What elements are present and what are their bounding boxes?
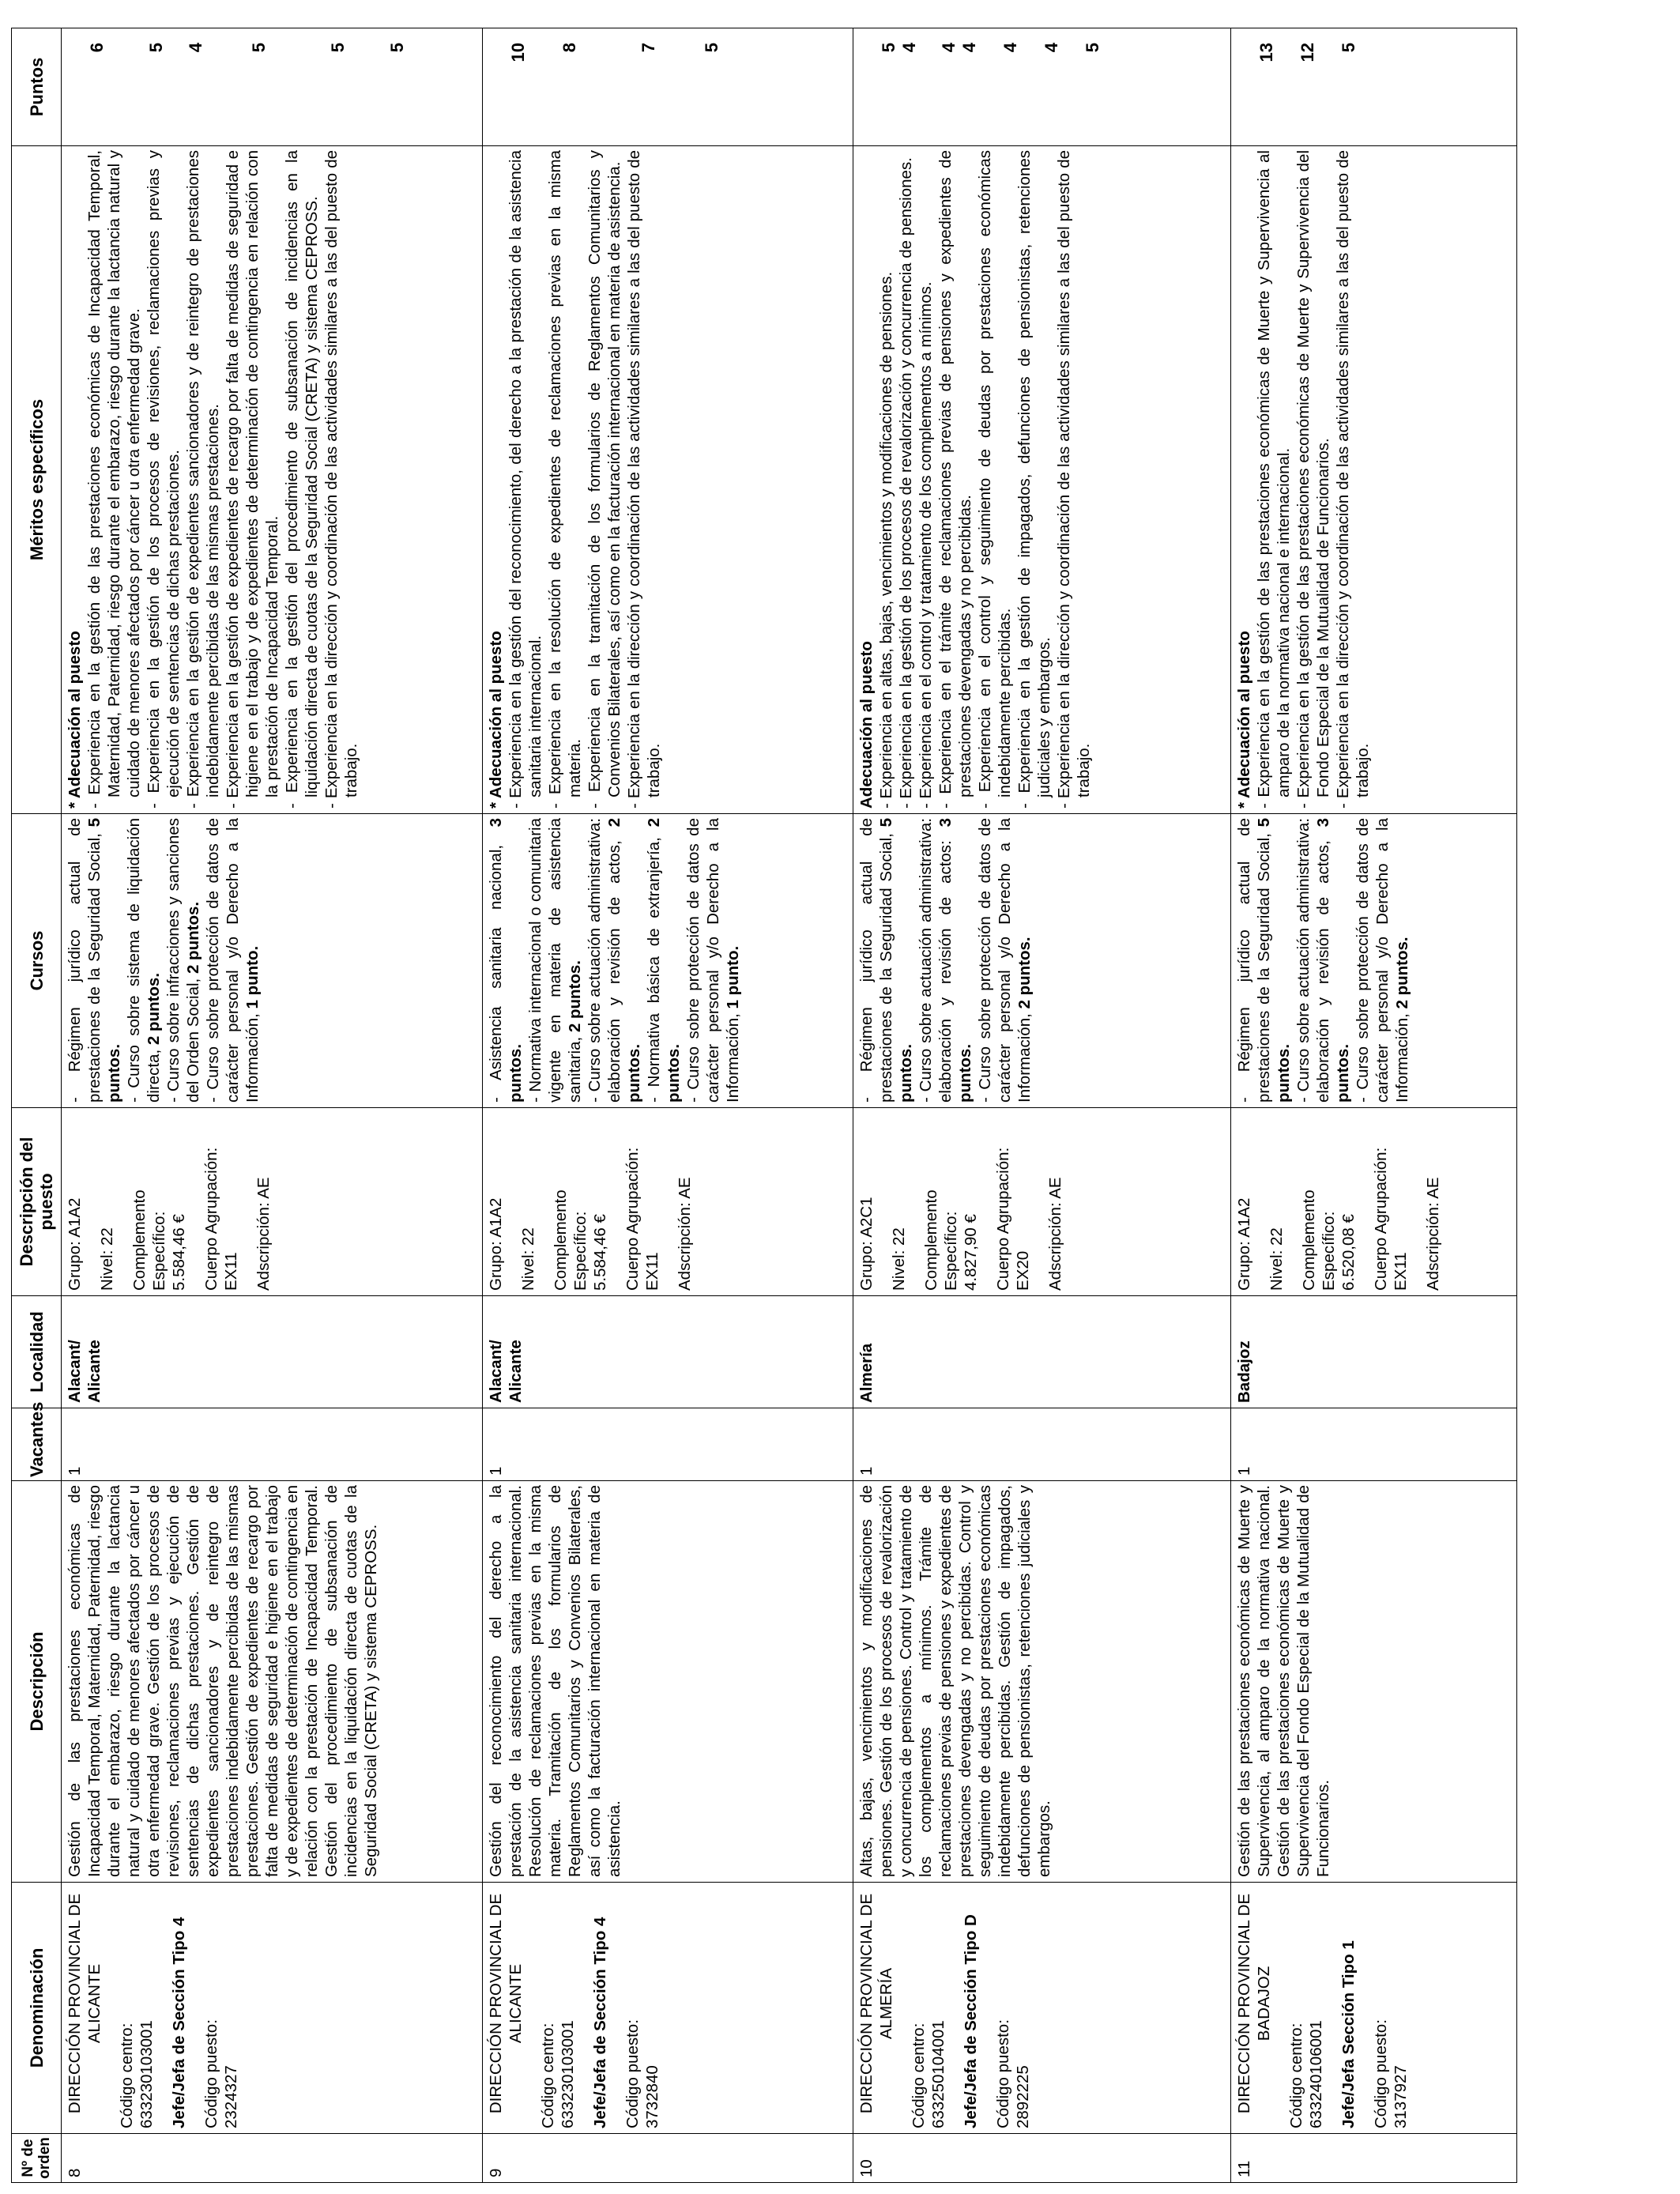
courses-list: [486, 818, 743, 1103]
codigo-centro: 633240106001: [1306, 2020, 1325, 2128]
course-item: - Curso sobre infracciones y sanciones del Orden Social, 2 puntos.: [164, 818, 202, 1103]
header-descripcion: Descripción: [12, 1481, 62, 1883]
desc-puesto-cell: [62, 1108, 483, 1296]
codigo-puesto-label: Código puesto:: [1371, 2019, 1390, 2128]
codigo-puesto-label: Código puesto:: [993, 2019, 1012, 2128]
table-row: [1230, 28, 1516, 2183]
codigo-centro-label: Código centro:: [539, 2022, 558, 2128]
course-item: - Curso sobre sistema de liquidación directa, 2 puntos.: [125, 818, 163, 1103]
table-row: [853, 28, 1230, 2183]
merit-points: 5: [146, 43, 166, 53]
complemento: 5.584,46 €: [591, 1214, 610, 1291]
table-row: [62, 28, 483, 2183]
merit-points: 7: [638, 43, 659, 53]
meritos-cell: [62, 146, 483, 814]
course-item: - Régimen jurídico actual de prestaciones de la Seguridad Social, 5 puntos.: [857, 818, 915, 1103]
cuerpo: EX11: [643, 1252, 662, 1291]
header-puntos: Puntos: [12, 28, 62, 146]
merit-points: 5: [328, 43, 348, 53]
codigo-centro: 633230103001: [137, 2020, 156, 2128]
complemento-label: Complemento Específico:: [1299, 1189, 1338, 1291]
denominacion-cell: [62, 1883, 483, 2134]
orden-cell: 10: [853, 2134, 1230, 2183]
meritos-cell: [853, 146, 1230, 814]
cursos-cell: [483, 814, 853, 1108]
codigo-puesto-label: Código puesto:: [202, 2019, 220, 2128]
merit-points: 5: [702, 43, 722, 53]
merit-points: 5: [249, 43, 269, 53]
course-item: - Asistencia sanitaria nacional, 3 puntos.: [487, 818, 525, 1103]
course-item: - Curso sobre protección de datos de carácter personal y/o Derecho a la Información, 1 punto.: [204, 818, 262, 1103]
puesto-title: Jefe/Jefa de Sección Tipo 4: [170, 1917, 188, 2128]
adscripcion: Adscripción: AE: [1045, 1177, 1064, 1291]
puesto-title: Jefe/Jefa de Sección Tipo 4: [591, 1917, 610, 2128]
vacantes-cell: 1: [62, 1408, 483, 1481]
header-desc-puesto: Descripción del puesto: [12, 1108, 62, 1296]
cursos-cell: [1230, 814, 1516, 1108]
course-item: - Curso sobre protección de datos de carácter personal y/o Derecho a la Información, 2 puntos.: [1353, 818, 1411, 1103]
merit-item: - Experiencia en la tramitación de los formularios de Reglamentos Comunitarios y Convenios Bilaterales, así como en la facturación internacional en materia de asistencia.: [586, 150, 624, 809]
descripcion-cell: Gestión de las prestaciones económicas de Incapacidad Temporal, Maternidad, Paternidad, riesgo durante el embarazo, riesgo durante la lactancia natural y cuidado de menores afectados por cáncer u otra enfermedad grave. Gestión de los procesos de revisiones, reclamaciones previas y ejecución de sentencias de dichas prestaciones. Gestión de expedientes sancionadores y de reintegro de prestaciones indebidamente percibidas de las mismas prestaciones. Gestión de expedientes de recargo por falta de medidas de seguridad e higiene en el trabajo y de expedientes de determinación de contingencia en relación con la prestación de Incapacidad Temporal. Gestión del procedimiento de subsanación de incidencias en la liquidación directa de cuotas de la Seguridad Social (CRETA) y sistema CEPROSS.: [62, 1481, 483, 1883]
vacantes-cell: 1: [1230, 1408, 1516, 1481]
cuerpo: EX11: [222, 1252, 240, 1291]
complemento-label: Complemento Específico:: [552, 1189, 590, 1291]
header-vacantes: Vacantes: [12, 1408, 62, 1481]
cuerpo-label: Cuerpo Agrupación:: [202, 1147, 220, 1291]
localidad-cell: Almería: [853, 1296, 1230, 1408]
cursos-cell: [62, 814, 483, 1108]
cuerpo-label: Cuerpo Agrupación:: [1371, 1147, 1390, 1291]
merit-item: - Experiencia en la gestión de las prestaciones económicas de Muerte y Supervivencia del Fondo Especial de la Mutualidad de Funcionarios.: [1294, 150, 1332, 809]
cuerpo-label: Cuerpo Agrupación:: [623, 1147, 642, 1291]
merit-item: - Experiencia en altas, bajas, vencimientos y modificaciones de pensiones.: [876, 271, 895, 809]
merit-item: - Experiencia en la gestión de expedientes de recargo por falta de medidas de seguridad e higiene en el trabajo y de expedientes de determinación de contingencia en relación con la prestación de Incapacidad Temporal.: [224, 150, 281, 809]
desc-puesto-cell: [1230, 1108, 1516, 1296]
codigo-centro: 633230103001: [559, 2020, 578, 2128]
codigo-puesto-label: Código puesto:: [623, 2019, 642, 2128]
codigo-puesto: 2324327: [222, 2065, 240, 2128]
merit-item: - Experiencia en la gestión de expedientes sancionadores y de reintegro de prestaciones indebidamente percibidas de las mismas prestaciones.: [184, 150, 222, 809]
codigo-centro-label: Código centro:: [1286, 2022, 1305, 2128]
nivel: Nivel: 22: [519, 1227, 538, 1291]
header-row: [12, 28, 62, 2183]
nivel: Nivel: 22: [98, 1227, 116, 1291]
merit-points: 5: [1082, 43, 1102, 53]
complemento: 4.827,90 €: [961, 1214, 980, 1291]
merit-item: - Experiencia en el trámite de reclamaciones previas de pensiones y expedientes de prestaciones devengadas y no percibidas.: [936, 150, 974, 809]
course-item: - Régimen jurídico actual de prestaciones de la Seguridad Social, 5 puntos.: [1234, 818, 1293, 1103]
course-item: - Normativa básica de extranjería, 2 puntos.: [645, 818, 684, 1103]
header-orden: Nº de orden: [12, 2134, 62, 2183]
header-denominacion: Denominación: [12, 1883, 62, 2134]
course-item: - Curso sobre actuación administrativa: elaboración y revisión de actos, 3 puntos.: [1294, 818, 1352, 1103]
grupo: Grupo: A1A2: [66, 1197, 84, 1291]
table-row: [483, 28, 853, 2183]
codigo-centro-label: Código centro:: [909, 2022, 928, 2128]
codigo-puesto: 2892225: [1013, 2065, 1032, 2128]
course-item: - Curso sobre actuación administrativa: elaboración y revisión de actos, 2 puntos.: [586, 818, 644, 1103]
complemento: 6.520,08 €: [1339, 1214, 1358, 1291]
courses-list: [1234, 818, 1412, 1103]
vacantes-cell: 1: [483, 1408, 853, 1481]
denominacion-cell: [853, 1883, 1230, 2134]
grupo: Grupo: A1A2: [487, 1197, 506, 1291]
merit-points: 5: [878, 43, 898, 53]
nivel: Nivel: 22: [1267, 1227, 1286, 1291]
vacancies-table: [11, 28, 1517, 2183]
cuerpo-label: Cuerpo Agrupación:: [993, 1147, 1012, 1291]
merits-heading: Adecuación al puesto: [857, 641, 876, 809]
merit-item: - Experiencia en la gestión del procedimiento de subsanación de incidencias en la liquidación directa de cuotas de la Seguridad Social (CRETA) y sistema CEPROSS.: [283, 150, 321, 809]
merit-item: - Experiencia en la gestión de las prestaciones económicas de Muerte y Supervivencia al amparo de la normativa nacional e internacional.: [1254, 150, 1293, 809]
complemento: 5.584,46 €: [170, 1214, 188, 1291]
localidad-cell: Alacant/ Alicante: [483, 1296, 853, 1408]
provincial-direction: DIRECCIÓN PROVINCIAL DE ALICANTE: [66, 1893, 104, 2114]
merit-points: 6: [87, 43, 107, 53]
merit-item: - Experiencia en la gestión del reconocimiento, del derecho a la prestación de la asistencia sanitaria internacional.: [507, 150, 545, 809]
puesto-title: Jefe/Jefa Sección Tipo 1: [1339, 1940, 1358, 2128]
codigo-puesto: 3137927: [1391, 2065, 1410, 2128]
merit-points: 4: [1000, 43, 1020, 53]
cuerpo: EX11: [1391, 1252, 1410, 1291]
vacantes-cell: 1: [853, 1408, 1230, 1481]
merit-points: 12: [1297, 43, 1317, 62]
header-meritos: Méritos específicos: [12, 146, 62, 814]
course-item: - Régimen jurídico actual de prestaciones de la Seguridad Social, 5 puntos.: [66, 818, 123, 1103]
complemento-label: Complemento Específico:: [921, 1189, 960, 1291]
merit-points: 4: [959, 43, 979, 53]
merits-list: [1254, 150, 1373, 809]
cursos-cell: [853, 814, 1230, 1108]
merit-item: - Experiencia en la gestión de los procesos de revalorización y concurrencia de pensiones.: [896, 157, 915, 809]
merit-points: 13: [1256, 43, 1276, 62]
merit-points: 8: [559, 43, 580, 53]
meritos-cell: [1230, 146, 1516, 814]
provincial-direction: DIRECCIÓN PROVINCIAL DE BADAJOZ: [1234, 1893, 1273, 2114]
course-item: - Curso sobre actuación administrativa: elaboración y revisión de actos: 3 puntos.: [916, 818, 974, 1103]
adscripcion: Adscripción: AE: [254, 1177, 273, 1291]
grupo: Grupo: A1A2: [1234, 1197, 1253, 1291]
puntos-cell: [62, 28, 483, 146]
header-cursos: Cursos: [12, 814, 62, 1108]
merit-points: 4: [898, 43, 919, 53]
puntos-cell: [853, 28, 1230, 146]
descripcion-cell: Altas, bajas, vencimientos y modificaciones de pensiones. Gestión de los procesos de revalorización y concurrencia de pensiones. Control y tratamiento de los complementos a mínimos. Trámite de reclamaciones previas de pensiones y expedientes de prestaciones devengadas y no percibidas. Control y seguimiento de deudas por prestaciones económicas indebidamente percibidas. Gestión de impagados, defunciones de pensionistas, retenciones judiciales y embargos.: [853, 1481, 1230, 1883]
descripcion-cell: Gestión del reconocimiento del derecho a la prestación de la asistencia sanitaria internacional. Resolución de reclamaciones previas en la misma materia. Tramitación de los formularios de Reglamentos Comunitarios y Convenios Bilaterales, así como la facturación internacional en materia de asistencia.: [483, 1481, 853, 1883]
desc-puesto-cell: [853, 1108, 1230, 1296]
nivel: Nivel: 22: [889, 1227, 908, 1291]
puntos-cell: [483, 28, 853, 146]
merits-list: [506, 150, 664, 809]
codigo-centro-label: Código centro:: [118, 2022, 136, 2128]
orden-cell: 11: [1230, 2134, 1516, 2183]
orden-cell: 8: [62, 2134, 483, 2183]
puntos-cell: [1230, 28, 1516, 146]
merit-points: 4: [938, 43, 959, 53]
merits-list: [876, 150, 1094, 809]
courses-list: [65, 818, 262, 1103]
merit-item: - Experiencia en la gestión de impagados, defunciones de pensionistas, retenciones judiciales y embargos.: [1015, 150, 1053, 809]
merits-heading: * Adecuación al puesto: [487, 631, 506, 809]
desc-puesto-cell: [483, 1108, 853, 1296]
merit-item: - Experiencia en el control y seguimiento de deudas por prestaciones económicas indebidamente percibidas.: [975, 150, 1014, 809]
meritos-cell: [483, 146, 853, 814]
course-item: - Curso sobre protección de datos de carácter personal y/o Derecho a la Información, 2 puntos.: [975, 818, 1034, 1103]
merit-item: - Experiencia en la dirección y coordinación de las actividades similares a las del puesto de trabajo.: [1054, 150, 1093, 809]
merit-points: 4: [186, 43, 205, 53]
merit-points: 10: [508, 43, 529, 62]
merit-points: 4: [1041, 43, 1061, 53]
codigo-centro: 633250104001: [929, 2020, 947, 2128]
merit-item: - Experiencia en la gestión de las prestaciones económicas de Incapacidad Temporal, Maternidad, Paternidad, riesgo durante el embarazo, riesgo durante la lactancia natural y cuidado de menores afectados por cáncer u otra enfermedad grave.: [85, 150, 143, 809]
merit-item: - Experiencia en la dirección y coordinación de las actividades similares a las del puesto de trabajo.: [322, 150, 360, 809]
merits-heading: * Adecuación al puesto: [1234, 631, 1253, 809]
merit-item: - Experiencia en la dirección y coordinación de las actividades similares a las del puesto de trabajo.: [1333, 150, 1372, 809]
grupo: Grupo: A2C1: [857, 1197, 876, 1291]
merit-item: - Experiencia en el control y tratamiento de los complementos a mínimos.: [916, 281, 935, 809]
merit-item: - Experiencia en la resolución de expedientes de reclamaciones previas en la misma materia.: [546, 150, 585, 809]
localidad-cell: Alacant/ Alicante: [62, 1296, 483, 1408]
complemento-label: Complemento Específico:: [130, 1189, 168, 1291]
cuerpo: EX20: [1013, 1250, 1032, 1291]
provincial-direction: DIRECCIÓN PROVINCIAL DE ALICANTE: [487, 1893, 525, 2114]
header-localidad: Localidad: [12, 1296, 62, 1408]
orden-cell: 9: [483, 2134, 853, 2183]
merit-item: - Experiencia en la gestión de los procesos de revisiones, reclamaciones previas y ejecución de sentencias de dichas prestaciones.: [145, 150, 183, 809]
courses-list: [857, 818, 1034, 1103]
merits-list: [85, 150, 361, 809]
merit-points: 5: [387, 43, 407, 53]
denominacion-cell: [1230, 1883, 1516, 2134]
adscripcion: Adscripción: AE: [1423, 1177, 1442, 1291]
provincial-direction: DIRECCIÓN PROVINCIAL DE ALMERÍA: [857, 1893, 895, 2114]
merit-points: 5: [1338, 43, 1358, 53]
course-item: - Normativa internacional o comunitaria vigente en materia de asistencia sanitaria, 2 puntos.: [526, 818, 585, 1103]
merit-item: - Experiencia en la dirección y coordinación de las actividades similares a las del puesto de trabajo.: [625, 150, 664, 809]
descripcion-cell: Gestión de las prestaciones económicas de Muerte y Supervivencia, al amparo de la normativa nacional. Gestión de las prestaciones económicas de Muerte y Supervivencia del Fondo Especial de la Mutualidad de Funcionarios.: [1230, 1481, 1516, 1883]
merits-heading: * Adecuación al puesto: [66, 631, 84, 809]
denominacion-cell: [483, 1883, 853, 2134]
adscripcion: Adscripción: AE: [676, 1177, 695, 1291]
puesto-title: Jefe/Jefa de Sección Tipo D: [961, 1914, 980, 2128]
codigo-puesto: 3732840: [643, 2065, 662, 2128]
course-item: - Curso sobre protección de datos de carácter personal y/o Derecho a la Información, 1 punto.: [684, 818, 743, 1103]
localidad-cell: Badajoz: [1230, 1296, 1516, 1408]
